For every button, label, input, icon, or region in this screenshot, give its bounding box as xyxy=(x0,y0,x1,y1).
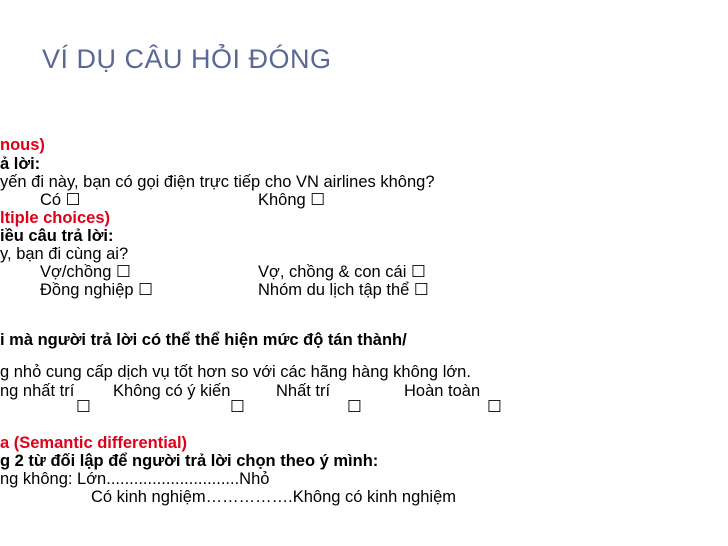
scale-label-completely: Hoàn toàn xyxy=(404,382,481,400)
scale-label-agree: Nhất trí xyxy=(276,382,331,400)
slide-title: VÍ DỤ CÂU HỎI ĐÓNG xyxy=(42,44,332,74)
section-subheading-opposite-words: g 2 từ đối lập để người trả lời chọn theo ý mình: xyxy=(0,452,379,470)
statement-text-airlines: g nhỏ cung cấp dịch vụ tốt hơn so với các hãng hàng không lớn. xyxy=(0,363,471,381)
section-subheading-likert: i mà người trả lời có thể thể hiện mức độ tán thành/ xyxy=(0,331,407,349)
option-tour-group: Nhóm du lịch tập thể ☐ xyxy=(258,281,429,299)
scale-label-no-opinion: Không có ý kiến xyxy=(113,382,231,400)
section-heading-dichotomous: nous) xyxy=(0,136,45,154)
checkbox-no-opinion: ☐ xyxy=(230,398,245,416)
section-heading-multiple-choices: ltiple choices) xyxy=(0,209,111,227)
section-subheading-single-answer: ả lời: xyxy=(0,155,41,173)
scale-label-disagree: ng nhất trí xyxy=(0,382,75,400)
checkbox-disagree: ☐ xyxy=(76,398,91,416)
option-spouse: Vợ/chồng ☐ xyxy=(40,263,131,281)
option-yes: Có ☐ xyxy=(40,191,81,209)
section-heading-semantic-differential: a (Semantic differential) xyxy=(0,434,188,452)
question-text-airline-call: yến đi này, bạn có gọi điện trực tiếp cho VN airlines không? xyxy=(0,173,435,191)
checkbox-completely: ☐ xyxy=(487,398,502,416)
option-colleague: Đồng nghiệp ☐ xyxy=(40,281,153,299)
question-text-companion: y, bạn đi cùng ai? xyxy=(0,245,129,263)
scale-large-small: ng không: Lớn.............................Nhỏ xyxy=(0,470,270,488)
option-spouse-children: Vợ, chồng & con cái ☐ xyxy=(258,263,426,281)
option-no: Không ☐ xyxy=(258,191,326,209)
checkbox-agree: ☐ xyxy=(347,398,362,416)
section-subheading-multiple-answers: iều câu trả lời: xyxy=(0,227,114,245)
scale-experience: Có kinh nghiệm…………….Không có kinh nghiệm xyxy=(91,488,457,506)
